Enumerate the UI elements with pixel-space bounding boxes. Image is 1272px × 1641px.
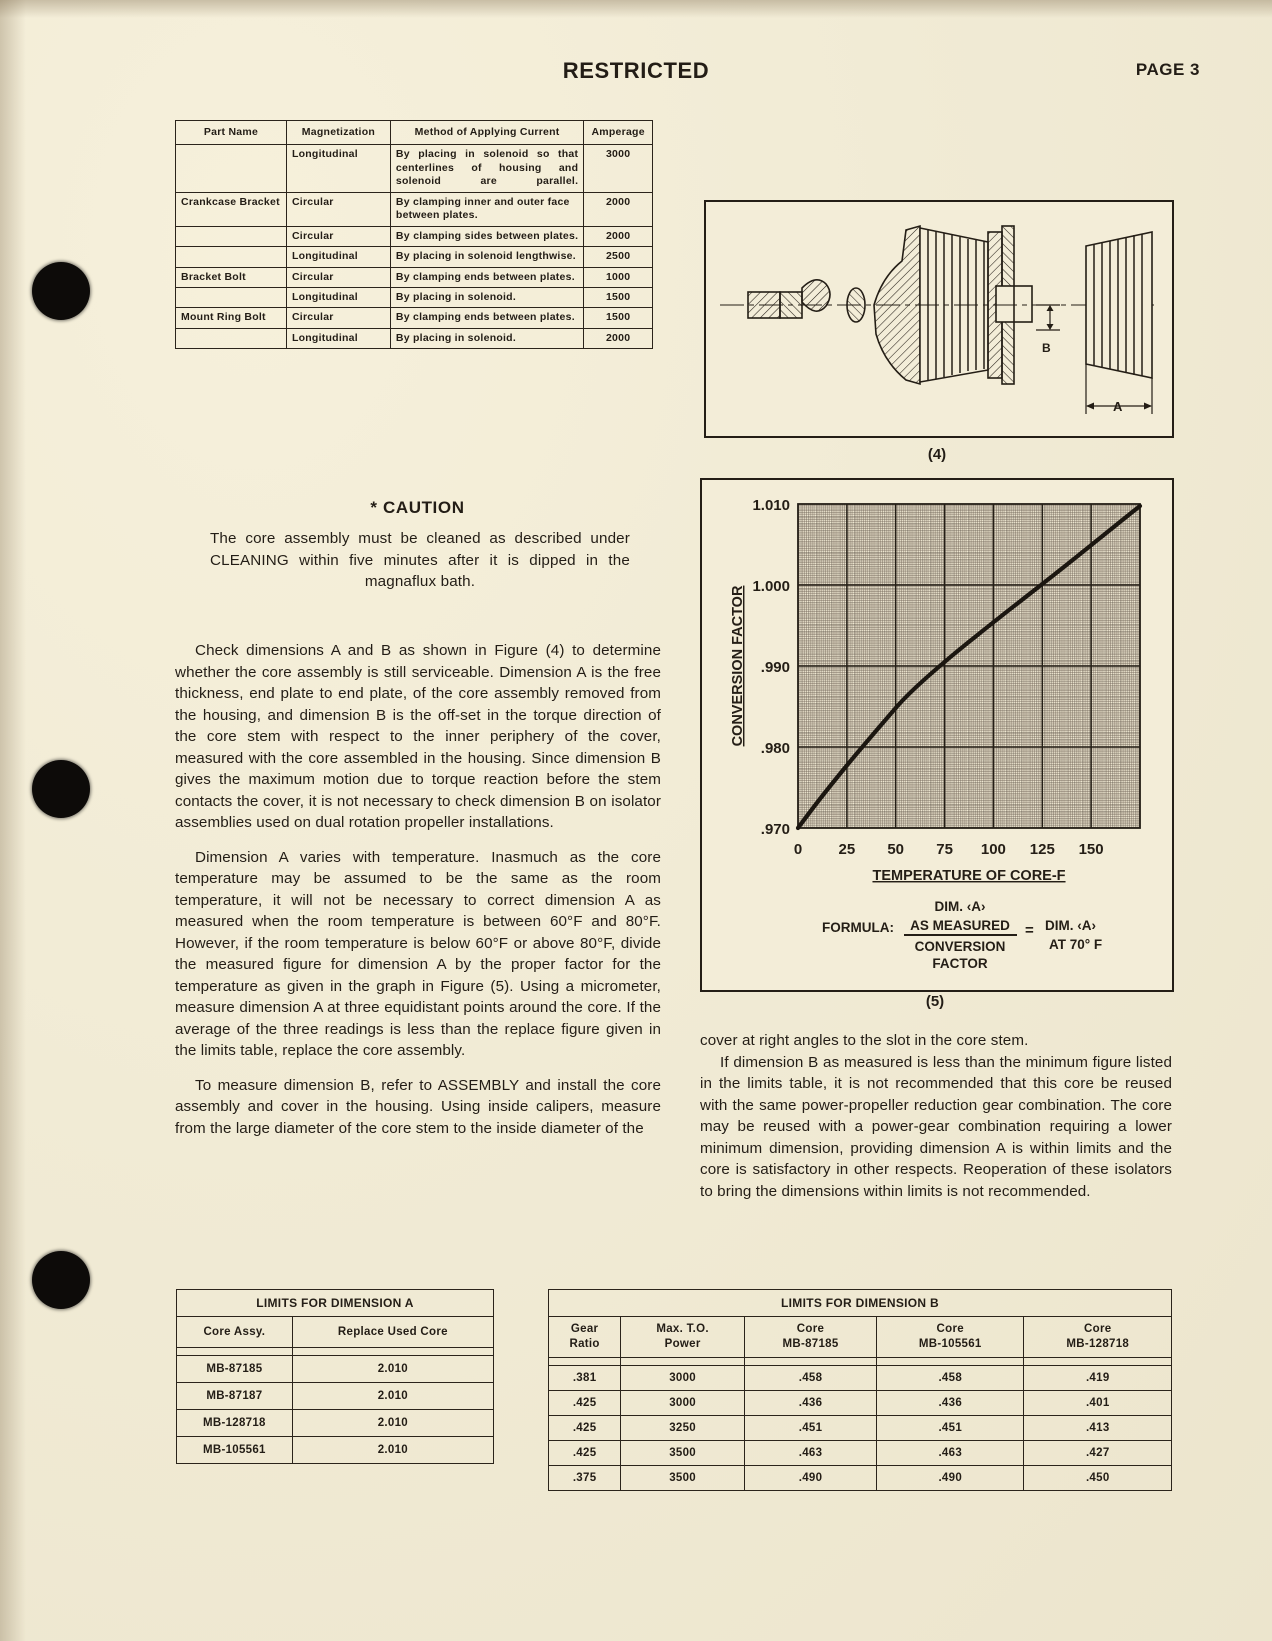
- column-header-line2: MB-87185: [782, 1337, 839, 1350]
- figure-5-caption: (5): [925, 993, 945, 1010]
- cell-amperage: 2000: [584, 192, 653, 226]
- scan-shadow-left: [0, 0, 26, 1641]
- formula-result-bottom: AT 70° F: [1049, 937, 1103, 952]
- column-header-max-to-power: [621, 1317, 745, 1358]
- limits-b-title: LIMITS FOR DIMENSION B: [549, 1290, 1172, 1317]
- caution-heading: * CAUTION: [370, 498, 465, 517]
- magnetization-table-body: [176, 145, 653, 349]
- table-title-row: [177, 1290, 494, 1317]
- cell-max-to-power: 3250: [621, 1415, 745, 1440]
- column-header-core-mb-87185: [745, 1317, 877, 1358]
- column-header-gear-ratio: [549, 1317, 621, 1358]
- y-tick-label: 1.010: [752, 497, 790, 514]
- column-header-magnetization: Magnetization: [286, 121, 390, 145]
- cell-core-mb-87185: .436: [745, 1390, 877, 1415]
- formula-denominator-2: FACTOR: [932, 956, 988, 971]
- x-tick-label: 50: [887, 841, 905, 858]
- table-row: [176, 287, 653, 307]
- cell-replace-used-core: 2.010: [292, 1383, 493, 1410]
- y-tick-label: .990: [760, 659, 790, 676]
- y-tick-label: .980: [760, 740, 790, 757]
- cell-core-mb-87185: .458: [745, 1365, 877, 1390]
- cell-max-to-power: 3500: [621, 1465, 745, 1490]
- cell-magnetization: Longitudinal: [286, 287, 390, 307]
- table-header-row: [176, 121, 653, 145]
- cell-method: By clamping ends between plates.: [390, 308, 583, 328]
- cell-magnetization: Longitudinal: [286, 145, 390, 192]
- dimension-b-label: B: [1042, 341, 1051, 355]
- column-header-replace-used-core: Replace Used Core: [292, 1317, 493, 1348]
- x-tick-label: 0: [793, 841, 803, 858]
- cell-core-mb-105561: .436: [877, 1390, 1024, 1415]
- cell-amperage: 2000: [584, 226, 653, 246]
- cell-method: By placing in solenoid lengthwise.: [390, 247, 583, 267]
- scan-shadow-top: [0, 0, 1272, 18]
- table-row: [549, 1465, 1172, 1490]
- table-row: [176, 247, 653, 267]
- cell-magnetization: Circular: [286, 308, 390, 328]
- column-header-line1: Core: [1084, 1323, 1112, 1335]
- formula-result-top: DIM. ‹A›: [1045, 918, 1096, 933]
- cell-max-to-power: 3500: [621, 1440, 745, 1465]
- body-column-right: [700, 1030, 1172, 1202]
- cell-core-mb-87185: .490: [745, 1465, 877, 1490]
- column-header-line1: Core: [796, 1323, 825, 1335]
- body-column-left: [175, 640, 661, 1139]
- cell-method: By clamping ends between plates.: [390, 267, 583, 287]
- cell-method: By clamping sides between plates.: [390, 226, 583, 246]
- cell-core-mb-87185: .463: [745, 1440, 877, 1465]
- formula-equals-sign: =: [1025, 922, 1034, 939]
- table-row: [177, 1437, 494, 1464]
- cell-gear-ratio: .375: [549, 1465, 621, 1490]
- table-row: [549, 1440, 1172, 1465]
- cell-replace-used-core: 2.010: [292, 1410, 493, 1437]
- y-tick-label: 1.000: [752, 578, 790, 595]
- column-header-part-name: Part Name: [176, 121, 287, 145]
- cell-magnetization: Circular: [286, 192, 390, 226]
- table-row: [176, 328, 653, 348]
- dimension-a-label: A: [1113, 399, 1123, 414]
- cell-gear-ratio: .425: [549, 1440, 621, 1465]
- paragraph-dimension-a-temperature: Dimension A varies with temperature. Inasmuch as the core temperature may be assumed to be the same as the room temperature, it will not be necessary to correct dimension A as measured when the room temperature is between 60°F and 80°F. However, if the room temperature is below 60°F or above 80°F, divide the measured figure for dimension A by the proper factor for the temperature as given in the graph in Figure (5). Using a micrometer, measure dimension A at three equidistant points around the core. If the average of the three readings is less than the replace figure given in the limits table, replace the core assembly.: [175, 848, 661, 1059]
- cell-method: By clamping inner and outer face between plates.: [390, 192, 583, 226]
- cell-part-name: Bracket Bolt: [176, 267, 287, 287]
- column-header-line1: Gear: [570, 1323, 599, 1335]
- cell-amperage: 1500: [584, 287, 653, 307]
- column-header-core-assy: Core Assy.: [177, 1317, 293, 1348]
- column-header-line1: Max. T.O.: [656, 1323, 709, 1335]
- table-title-row: [549, 1290, 1172, 1317]
- cell-part-name: Crankcase Bracket: [176, 192, 287, 226]
- cell-amperage: 3000: [584, 145, 653, 192]
- column-header-line2: MB-105561: [918, 1337, 982, 1350]
- cell-core-mb-105561: .458: [877, 1365, 1024, 1390]
- cell-magnetization: Longitudinal: [286, 247, 390, 267]
- binder-hole: [32, 760, 90, 818]
- cell-core-mb-105561: .463: [877, 1440, 1024, 1465]
- page-header: [0, 58, 1272, 90]
- conversion-factor-chart-svg: [702, 480, 1168, 986]
- x-tick-label: 150: [1078, 841, 1104, 858]
- cell-amperage: 1000: [584, 267, 653, 287]
- x-tick-label: 125: [1029, 841, 1055, 858]
- paragraph-check-dimensions: Check dimensions A and B as shown in Figure (4) to determine whether the core assembly is still serviceable. Dimension A is the free thickness, end plate to end plate, of the core assembly removed from the housing, and dimension B is the off-set in the torque direction of the core stem with respect to the inner periphery of the cover, measured with the core assembled in the housing. Since dimension B gives the maximum motion due to torque reaction before the stem contacts the cover, it is not necessary to check dimension B on isolator assemblies used on dual rotation propeller installations.: [175, 642, 661, 831]
- y-tick-label: .970: [760, 821, 790, 838]
- cell-part-name: [176, 145, 287, 192]
- x-tick-label: 75: [936, 841, 953, 858]
- cell-replace-used-core: 2.010: [292, 1356, 493, 1383]
- table-row: [177, 1383, 494, 1410]
- paragraph-measure-dimension-b: To measure dimension B, refer to ASSEMBLY and install the core assembly and cover in the housing. Using inside calipers, measure from the large diameter of the core stem to the inside diameter of the: [175, 1076, 661, 1137]
- cell-max-to-power: 3000: [621, 1390, 745, 1415]
- cell-magnetization: Longitudinal: [286, 328, 390, 348]
- page-number: PAGE 3: [1135, 60, 1200, 79]
- formula-numerator-top: DIM. ‹A›: [934, 899, 986, 914]
- table-row: [176, 192, 653, 226]
- cell-part-name: [176, 226, 287, 246]
- table-row: [177, 1356, 494, 1383]
- cell-magnetization: Circular: [286, 267, 390, 287]
- column-header-line1: Core: [936, 1323, 964, 1335]
- cell-method: By placing in solenoid.: [390, 328, 583, 348]
- cell-method: By placing in solenoid so that centerlines of housing and solenoid are parallel.: [390, 145, 583, 192]
- isolator-cross-section-svg: [706, 202, 1168, 432]
- table-row: [176, 226, 653, 246]
- table-row: [176, 267, 653, 287]
- column-header-method: Method of Applying Current: [390, 121, 583, 145]
- cell-core-mb-128718: .419: [1024, 1365, 1172, 1390]
- column-header-core-mb-128718: [1024, 1317, 1172, 1358]
- cell-core-assy: MB-128718: [177, 1410, 293, 1437]
- column-header-line2: Ratio: [569, 1337, 600, 1350]
- table-row: [177, 1410, 494, 1437]
- cell-core-mb-87185: .451: [745, 1415, 877, 1440]
- chart-y-axis-title: CONVERSION FACTOR: [730, 585, 746, 747]
- table-row: [549, 1365, 1172, 1390]
- table-row: [176, 308, 653, 328]
- cell-part-name: Mount Ring Bolt: [176, 308, 287, 328]
- cell-core-mb-105561: .490: [877, 1465, 1024, 1490]
- cell-amperage: 2500: [584, 247, 653, 267]
- table-spacer-row: [177, 1348, 494, 1356]
- limits-dimension-b-table: [548, 1289, 1172, 1491]
- cell-amperage: 1500: [584, 308, 653, 328]
- cell-core-mb-128718: .401: [1024, 1390, 1172, 1415]
- cell-gear-ratio: .381: [549, 1365, 621, 1390]
- cell-amperage: 2000: [584, 328, 653, 348]
- classification-marking: RESTRICTED: [562, 58, 710, 83]
- x-tick-label: 100: [980, 841, 1006, 858]
- column-header-line2: MB-128718: [1066, 1337, 1130, 1350]
- table-header-row: [177, 1317, 494, 1348]
- cell-core-assy: MB-87185: [177, 1356, 293, 1383]
- cell-replace-used-core: 2.010: [292, 1437, 493, 1464]
- table-header-row: [549, 1317, 1172, 1358]
- column-header-core-mb-105561: [877, 1317, 1024, 1358]
- limits-a-title: LIMITS FOR DIMENSION A: [177, 1290, 494, 1317]
- table-spacer-row: [549, 1357, 1172, 1365]
- limits-dimension-a-table: [176, 1289, 494, 1464]
- cell-core-mb-128718: .450: [1024, 1465, 1172, 1490]
- table-row: [176, 145, 653, 192]
- cell-part-name: [176, 287, 287, 307]
- cell-part-name: [176, 247, 287, 267]
- table-row: [549, 1390, 1172, 1415]
- cell-core-assy: MB-87187: [177, 1383, 293, 1410]
- cell-core-assy: MB-105561: [177, 1437, 293, 1464]
- binder-hole: [32, 262, 90, 320]
- column-header-line2: Power: [664, 1337, 701, 1350]
- formula-numerator: AS MEASURED: [910, 918, 1010, 933]
- cell-core-mb-128718: .427: [1024, 1440, 1172, 1465]
- cell-part-name: [176, 328, 287, 348]
- paragraph-dimension-b-limits: If dimension B as measured is less than the minimum figure listed in the limits table, it is not recommended that this core be reused with the same power-propeller reduction gear combination. The core may be reused with a power-gear combination requiring a lower minimum dimension, providing dimension A is within limits and the core is satisfactory in other respects. Reoperation of these isolators to bring the dimensions within limits is not recommended.: [700, 1053, 1172, 1200]
- formula-denominator-1: CONVERSION: [914, 939, 1006, 954]
- chart-x-axis-title: TEMPERATURE OF CORE-F: [872, 868, 1066, 884]
- column-header-amperage: Amperage: [584, 121, 653, 145]
- table-row: [549, 1415, 1172, 1440]
- cell-gear-ratio: .425: [549, 1390, 621, 1415]
- caution-text: The core assembly must be cleaned as described under CLEANING within five minutes after it is dipped in the magnaflux bath.: [210, 530, 630, 591]
- cell-gear-ratio: .425: [549, 1415, 621, 1440]
- cell-core-mb-105561: .451: [877, 1415, 1024, 1440]
- cell-method: By placing in solenoid.: [390, 287, 583, 307]
- cell-magnetization: Circular: [286, 226, 390, 246]
- magnetization-table: [175, 120, 653, 349]
- x-tick-label: 25: [838, 841, 856, 858]
- cell-max-to-power: 3000: [621, 1365, 745, 1390]
- figure-5-graph: [700, 478, 1174, 992]
- formula-label: FORMULA:: [822, 920, 894, 935]
- binder-hole: [32, 1251, 90, 1309]
- paragraph-cover-right-angles: cover at right angles to the slot in the core stem.: [700, 1032, 1029, 1049]
- cell-core-mb-128718: .413: [1024, 1415, 1172, 1440]
- figure-4-drawing: [704, 200, 1174, 438]
- figure-4-caption: (4): [927, 446, 947, 463]
